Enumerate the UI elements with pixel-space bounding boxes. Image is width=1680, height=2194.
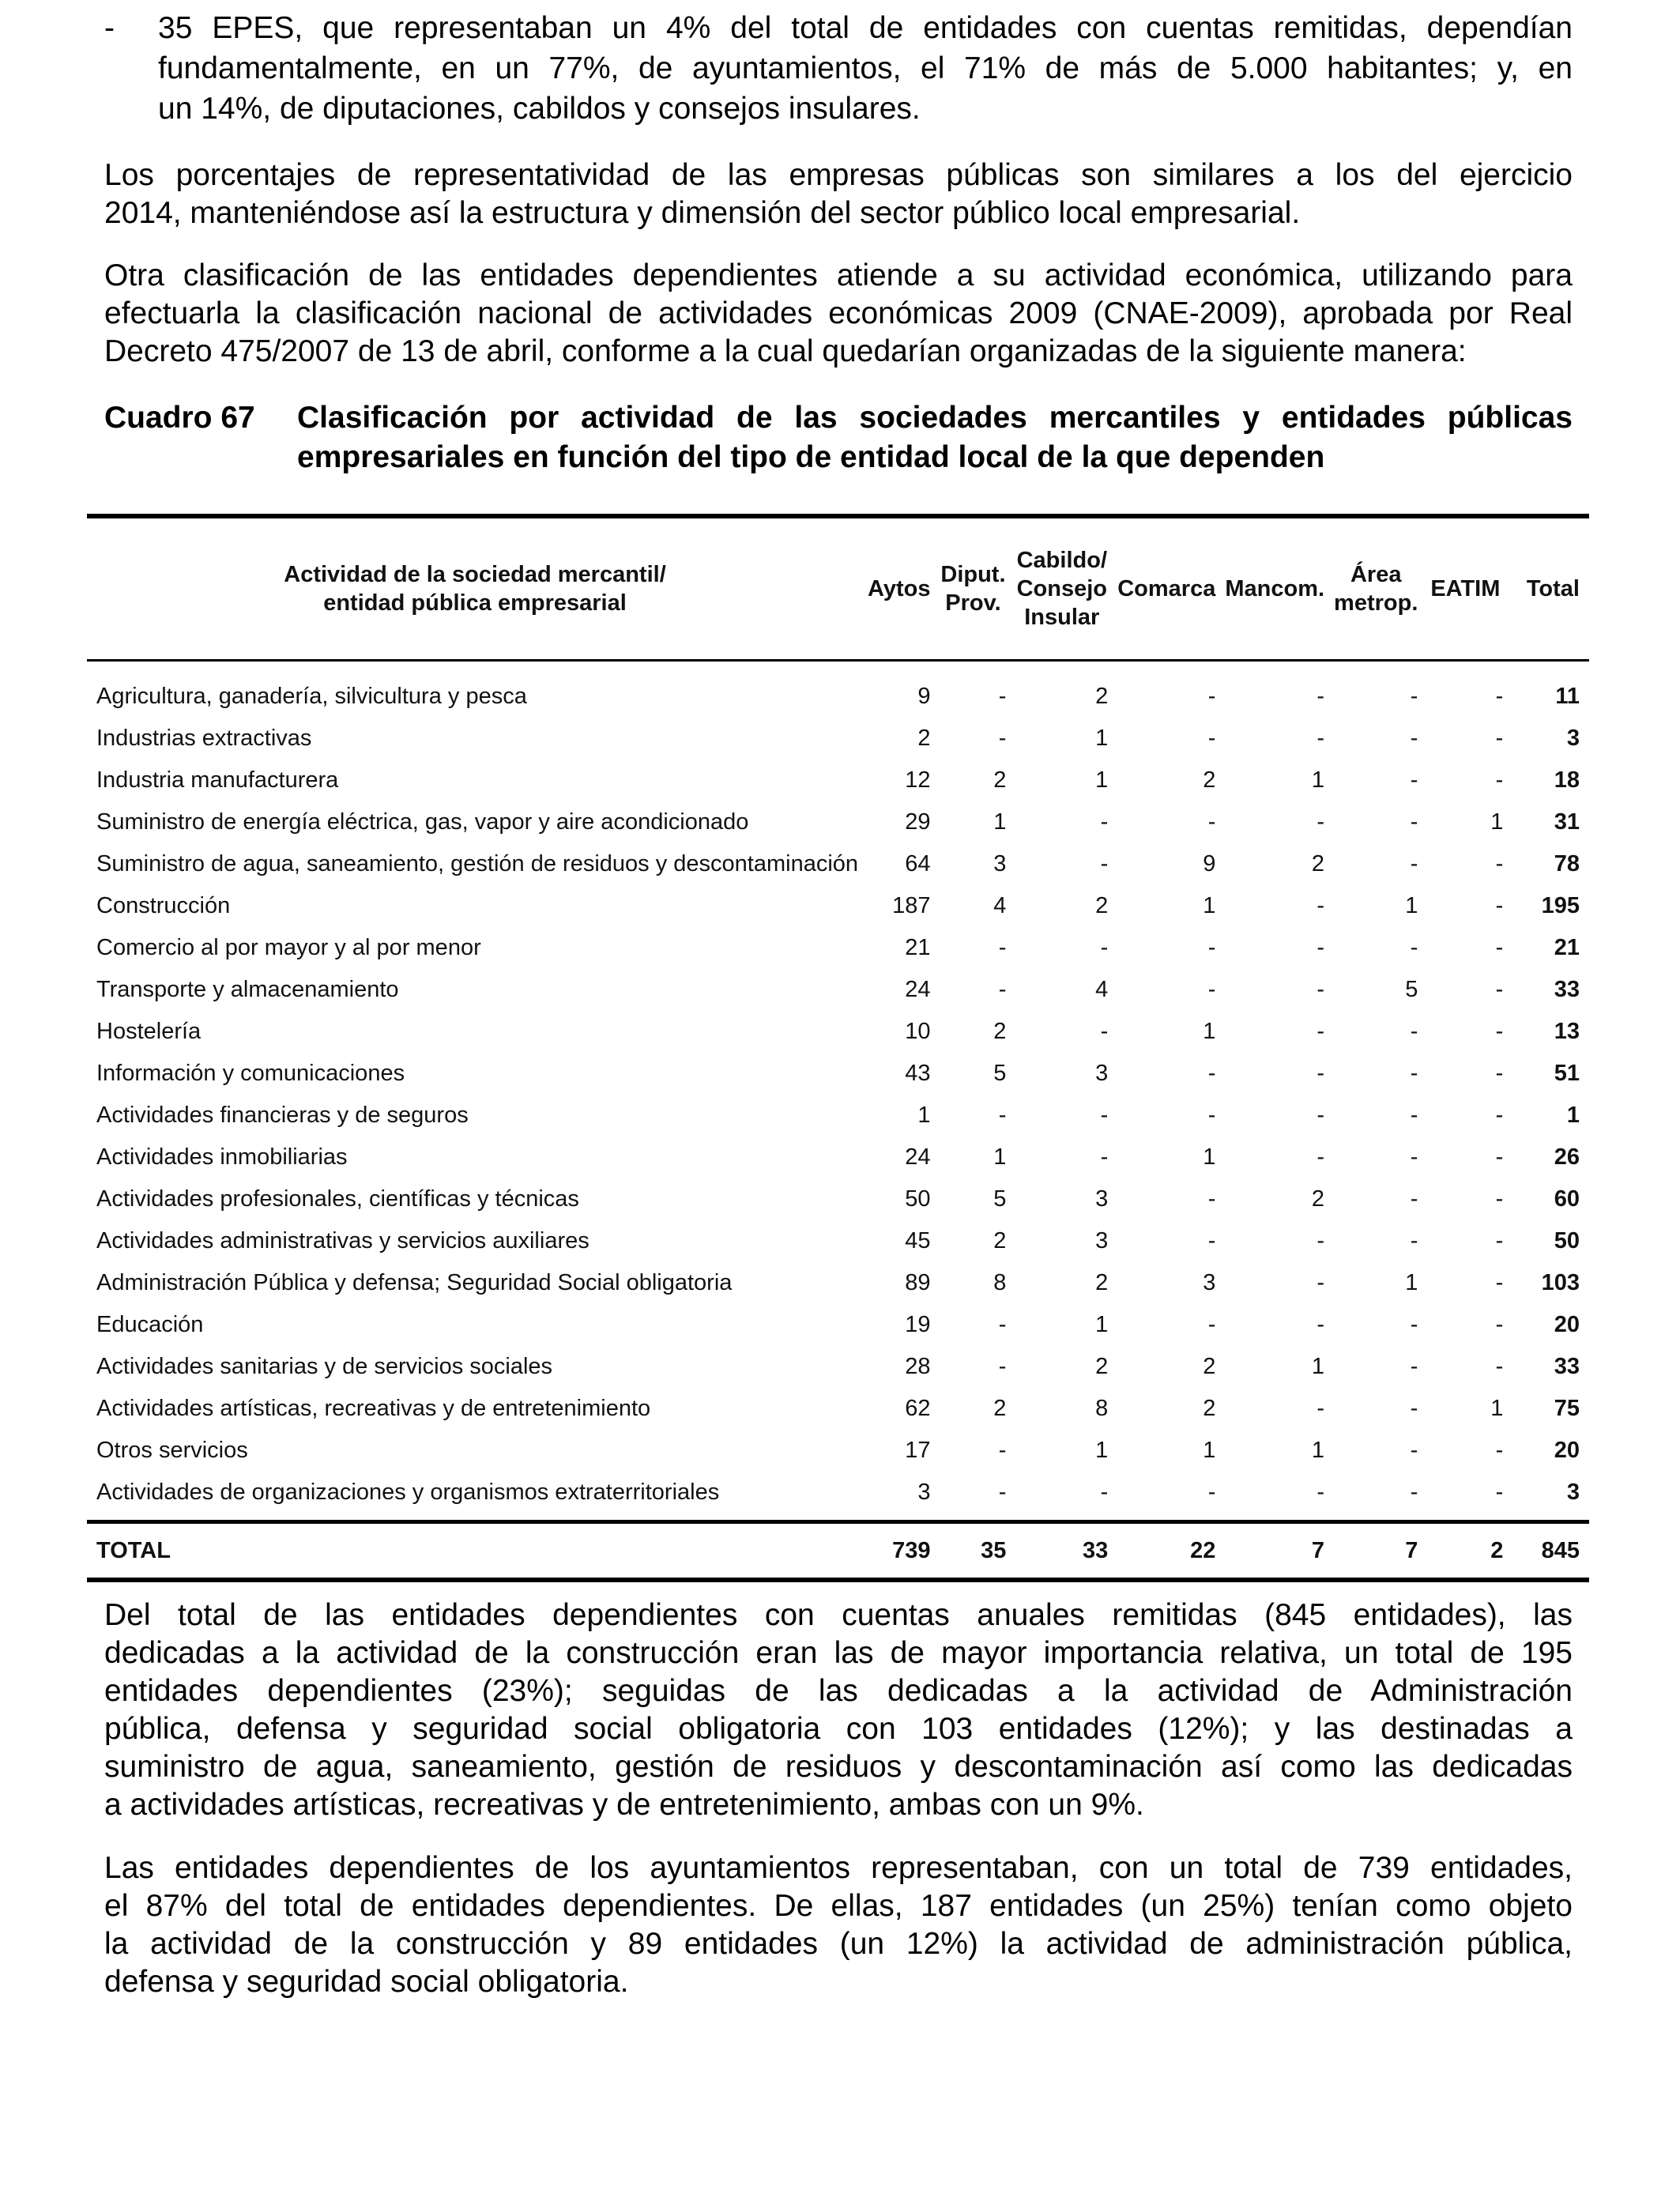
activity-name-cell: Administración Pública y defensa; Seguridad Social obligatoria xyxy=(96,1270,733,1295)
value-cell: - xyxy=(1495,1228,1504,1253)
value-cell: - xyxy=(1410,1354,1418,1379)
paragraph-analisis-total xyxy=(104,1596,1573,1824)
value-cell: - xyxy=(1495,1312,1504,1337)
total-cell-grand: 845 xyxy=(1508,1522,1589,1581)
value-cell: 12 xyxy=(905,767,931,793)
row-total-cell: 103 xyxy=(1541,1270,1580,1295)
value-cell: - xyxy=(1410,1144,1418,1170)
table-row xyxy=(87,1137,1589,1178)
paragraph-line: 2014, manteniéndose así la estructura y dimensión del sector público local empresarial. xyxy=(104,196,1301,230)
value-cell: - xyxy=(1495,767,1504,793)
value-cell: - xyxy=(1317,1396,1325,1421)
value-cell: 3 xyxy=(1203,1270,1216,1295)
value-cell: 89 xyxy=(905,1270,931,1295)
value-cell: 187 xyxy=(892,893,931,918)
value-cell: - xyxy=(1410,1312,1418,1337)
row-total-cell: 20 xyxy=(1554,1438,1580,1463)
value-cell: 29 xyxy=(905,809,931,835)
paragraph-line: Los porcentajes de representatividad de las empresas públicas son similares a los del ejercicio xyxy=(104,158,1573,192)
value-cell: 50 xyxy=(905,1186,931,1212)
value-cell: - xyxy=(1317,893,1325,918)
value-cell: - xyxy=(1207,684,1216,709)
value-cell: 1 xyxy=(1095,1438,1109,1463)
value-cell: - xyxy=(1207,1103,1216,1128)
paragraph-ayuntamientos xyxy=(104,1849,1573,2001)
row-total-cell: 50 xyxy=(1554,1228,1580,1253)
column-header-cabildo: Cabildo/ Consejo Insular xyxy=(1011,516,1113,661)
value-cell: 2 xyxy=(993,1019,1007,1044)
table-row xyxy=(87,661,1589,718)
value-cell: - xyxy=(998,1103,1007,1128)
value-cell: 1 xyxy=(1095,767,1109,793)
value-cell: 1 xyxy=(993,809,1007,835)
value-cell: 5 xyxy=(993,1186,1007,1212)
value-cell: - xyxy=(1495,1061,1504,1086)
value-cell: - xyxy=(1100,809,1109,835)
row-total-cell: 3 xyxy=(1566,726,1580,751)
row-total-cell: 13 xyxy=(1554,1019,1580,1044)
value-cell: - xyxy=(1317,1103,1325,1128)
value-cell: 2 xyxy=(1095,1270,1109,1295)
table-row xyxy=(87,843,1589,885)
value-cell: - xyxy=(1410,684,1418,709)
paragraph-line: efectuarla la clasificación nacional de actividades económicas 2009 (CNAE-2009), aprobada por Real xyxy=(104,296,1573,330)
value-cell: - xyxy=(1495,1103,1504,1128)
value-cell: 1 xyxy=(1311,1438,1325,1463)
value-cell: - xyxy=(1410,1103,1418,1128)
paragraph-line: a actividades artísticas, recreativas y de entretenimiento, ambas con un 9%. xyxy=(104,1788,1144,1822)
value-cell: - xyxy=(1207,1061,1216,1086)
paragraph-line: Del total de las entidades dependientes con cuentas anuales remitidas (845 entidades), las xyxy=(104,1598,1573,1632)
value-cell: - xyxy=(1317,1144,1325,1170)
activity-name-cell: Otros servicios xyxy=(96,1438,248,1463)
value-cell: 2 xyxy=(1311,851,1325,876)
total-cell: 35 xyxy=(936,1522,1011,1581)
value-cell: - xyxy=(1100,1019,1109,1044)
value-cell: - xyxy=(1495,1354,1504,1379)
row-total-cell: 18 xyxy=(1554,767,1580,793)
value-cell: - xyxy=(1495,935,1504,960)
total-label: TOTAL xyxy=(87,1522,863,1581)
paragraph-line: suministro de agua, saneamiento, gestión de residuos y descontaminación así como las dedicadas xyxy=(104,1750,1573,1784)
table-total-row xyxy=(87,1522,1589,1581)
value-cell: 2 xyxy=(917,726,931,751)
value-cell: - xyxy=(1495,1144,1504,1170)
value-cell: - xyxy=(1317,1312,1325,1337)
value-cell: - xyxy=(1495,977,1504,1002)
table-number: Cuadro 67 xyxy=(104,401,255,435)
value-cell: - xyxy=(1317,977,1325,1002)
activity-name-cell: Construcción xyxy=(96,893,231,918)
table-row xyxy=(87,718,1589,760)
column-header-mancom: Mancom. xyxy=(1220,516,1329,661)
value-cell: - xyxy=(1317,1480,1325,1505)
value-cell: 1 xyxy=(1490,809,1504,835)
column-header-area-metrop: Área metrop. xyxy=(1329,516,1422,661)
value-cell: - xyxy=(998,977,1007,1002)
value-cell: 1 xyxy=(1311,1354,1325,1379)
table-caption xyxy=(104,398,1573,477)
paragraph-line: defensa y seguridad social obligatoria. xyxy=(104,1965,629,1999)
value-cell: 1 xyxy=(1405,893,1418,918)
row-total-cell: 31 xyxy=(1554,809,1580,835)
value-cell: 1 xyxy=(1405,1270,1418,1295)
paragraph-line: pública, defensa y seguridad social obligatoria con 103 entidades (12%); y las destinadas a xyxy=(104,1712,1573,1746)
table-title-line: Clasificación por actividad de las sociedades mercantiles y entidades públicas xyxy=(297,401,1573,435)
paragraph-line: el 87% del total de entidades dependientes. De ellas, 187 entidades (un 25%) tenían como objeto xyxy=(104,1889,1573,1923)
value-cell: - xyxy=(1495,1480,1504,1505)
value-cell: - xyxy=(1495,726,1504,751)
value-cell: - xyxy=(1495,1019,1504,1044)
paragraph-line: Decreto 475/2007 de 13 de abril, conforme a la cual quedarían organizadas de la siguiente manera: xyxy=(104,334,1467,368)
value-cell: 8 xyxy=(1095,1396,1109,1421)
paragraph-line: la actividad de la construcción y 89 entidades (un 12%) la actividad de administración pública, xyxy=(104,1927,1573,1961)
value-cell: - xyxy=(1100,1144,1109,1170)
value-cell: 2 xyxy=(1095,1354,1109,1379)
value-cell: 21 xyxy=(905,935,931,960)
paragraph-clasificacion xyxy=(104,257,1573,371)
value-cell: 10 xyxy=(905,1019,931,1044)
value-cell: 4 xyxy=(993,893,1007,918)
paragraph-representatividad xyxy=(104,156,1573,232)
value-cell: - xyxy=(1207,1480,1216,1505)
activity-name-cell: Transporte y almacenamiento xyxy=(96,977,399,1002)
table-row xyxy=(87,760,1589,801)
value-cell: 1 xyxy=(917,1103,931,1128)
paragraph-line: Las entidades dependientes de los ayuntamientos representaban, con un total de 739 entidades, xyxy=(104,1851,1573,1885)
table-row xyxy=(87,1178,1589,1220)
row-total-cell: 21 xyxy=(1554,935,1580,960)
bullet-line: fundamentalmente, en un 77%, de ayuntamientos, el 71% de más de 5.000 habitantes; y, en xyxy=(158,51,1573,85)
table-title xyxy=(297,398,1573,477)
row-total-cell: 26 xyxy=(1554,1144,1580,1170)
activity-name-cell: Actividades sanitarias y de servicios sociales xyxy=(96,1354,553,1379)
value-cell: 3 xyxy=(917,1480,931,1505)
total-cell: 7 xyxy=(1329,1522,1422,1581)
value-cell: - xyxy=(998,1354,1007,1379)
row-total-cell: 60 xyxy=(1554,1186,1580,1212)
value-cell: 2 xyxy=(1095,684,1109,709)
table-body xyxy=(87,661,1589,1522)
activity-name-cell: Industria manufacturera xyxy=(96,767,339,793)
table-row xyxy=(87,1053,1589,1095)
activity-name-cell: Actividades inmobiliarias xyxy=(96,1144,348,1170)
table-row xyxy=(87,927,1589,969)
value-cell: - xyxy=(1207,1186,1216,1212)
value-cell: 2 xyxy=(1203,1396,1216,1421)
activity-name-cell: Educación xyxy=(96,1312,204,1337)
value-cell: 17 xyxy=(905,1438,931,1463)
table-row xyxy=(87,1388,1589,1430)
value-cell: - xyxy=(1100,851,1109,876)
table-row xyxy=(87,1262,1589,1304)
bullet-marker: - xyxy=(104,11,115,45)
value-cell: 45 xyxy=(905,1228,931,1253)
table-row xyxy=(87,1472,1589,1522)
row-total-cell: 1 xyxy=(1566,1103,1580,1128)
activity-name-cell: Comercio al por mayor y al por menor xyxy=(96,935,481,960)
column-header-diput-prov: Diput. Prov. xyxy=(936,516,1011,661)
table-title-line: empresariales en función del tipo de entidad local de la que dependen xyxy=(297,440,1325,474)
value-cell: 1 xyxy=(1203,893,1216,918)
value-cell: 2 xyxy=(993,767,1007,793)
value-cell: - xyxy=(1410,767,1418,793)
row-total-cell: 195 xyxy=(1541,893,1580,918)
table-row xyxy=(87,1220,1589,1262)
value-cell: - xyxy=(1207,977,1216,1002)
value-cell: 5 xyxy=(1405,977,1418,1002)
value-cell: 24 xyxy=(905,977,931,1002)
table-row xyxy=(87,1011,1589,1053)
activity-name-cell: Actividades de organizaciones y organismos extraterritoriales xyxy=(96,1480,720,1505)
activity-name-cell: Hostelería xyxy=(96,1019,202,1044)
value-cell: - xyxy=(1410,1228,1418,1253)
value-cell: - xyxy=(1317,1019,1325,1044)
value-cell: 1 xyxy=(1311,767,1325,793)
bullet-line: 35 EPES, que representaban un 4% del total de entidades con cuentas remitidas, dependían xyxy=(158,11,1573,45)
table-row xyxy=(87,1095,1589,1137)
row-total-cell: 3 xyxy=(1566,1480,1580,1505)
row-total-cell: 33 xyxy=(1554,977,1580,1002)
value-cell: 4 xyxy=(1095,977,1109,1002)
value-cell: - xyxy=(998,935,1007,960)
value-cell: - xyxy=(1410,851,1418,876)
value-cell: - xyxy=(1207,809,1216,835)
value-cell: 2 xyxy=(1311,1186,1325,1212)
row-total-cell: 78 xyxy=(1554,851,1580,876)
column-header-total: Total xyxy=(1508,516,1589,661)
paragraph-line: dedicadas a la actividad de la construcción eran las de mayor importancia relativa, un total de 195 xyxy=(104,1636,1573,1670)
value-cell: - xyxy=(1410,935,1418,960)
total-cell: 22 xyxy=(1113,1522,1220,1581)
row-total-cell: 33 xyxy=(1554,1354,1580,1379)
value-cell: 2 xyxy=(1203,1354,1216,1379)
value-cell: - xyxy=(1410,809,1418,835)
value-cell: - xyxy=(1410,726,1418,751)
value-cell: - xyxy=(1495,684,1504,709)
value-cell: - xyxy=(998,1312,1007,1337)
value-cell: - xyxy=(1410,1061,1418,1086)
table-row xyxy=(87,1430,1589,1472)
value-cell: 1 xyxy=(1095,726,1109,751)
bullet-item-epes xyxy=(104,8,1573,129)
activity-name-cell: Agricultura, ganadería, silvicultura y pesca xyxy=(96,684,527,709)
value-cell: - xyxy=(1495,1438,1504,1463)
activity-classification-table xyxy=(87,514,1589,1582)
value-cell: - xyxy=(1410,1438,1418,1463)
value-cell: - xyxy=(1410,1019,1418,1044)
column-header-activity: Actividad de la sociedad mercantil/ entidad pública empresarial xyxy=(87,516,863,661)
value-cell: 64 xyxy=(905,851,931,876)
table-row xyxy=(87,969,1589,1011)
column-header-eatim: EATIM xyxy=(1422,516,1508,661)
value-cell: - xyxy=(1410,1396,1418,1421)
value-cell: 1 xyxy=(1203,1438,1216,1463)
value-cell: 9 xyxy=(917,684,931,709)
activity-name-cell: Suministro de agua, saneamiento, gestión de residuos y descontaminación xyxy=(96,851,859,876)
value-cell: - xyxy=(1100,935,1109,960)
table-header-row xyxy=(87,516,1589,661)
value-cell: - xyxy=(1207,1228,1216,1253)
total-cell: 7 xyxy=(1220,1522,1329,1581)
value-cell: 3 xyxy=(993,851,1007,876)
value-cell: 3 xyxy=(1095,1061,1109,1086)
activity-name-cell: Industrias extractivas xyxy=(96,726,312,751)
paragraph-line: entidades dependientes (23%); seguidas de las dedicadas a la actividad de Administración xyxy=(104,1674,1573,1708)
total-cell: 2 xyxy=(1422,1522,1508,1581)
value-cell: 19 xyxy=(905,1312,931,1337)
value-cell: - xyxy=(1207,935,1216,960)
paragraph-line: Otra clasificación de las entidades dependientes atiende a su actividad económica, utilizando para xyxy=(104,258,1573,292)
total-cell: 739 xyxy=(863,1522,936,1581)
row-total-cell: 51 xyxy=(1554,1061,1580,1086)
activity-name-cell: Suministro de energía eléctrica, gas, vapor y aire acondicionado xyxy=(96,809,749,835)
value-cell: 3 xyxy=(1095,1228,1109,1253)
value-cell: - xyxy=(1317,1061,1325,1086)
activity-name-cell: Actividades artísticas, recreativas y de entretenimiento xyxy=(96,1396,651,1421)
value-cell: - xyxy=(1207,726,1216,751)
value-cell: - xyxy=(1317,1228,1325,1253)
table-row xyxy=(87,801,1589,843)
value-cell: - xyxy=(998,1438,1007,1463)
activity-name-cell: Información y comunicaciones xyxy=(96,1061,405,1086)
value-cell: - xyxy=(1317,809,1325,835)
value-cell: - xyxy=(1207,1312,1216,1337)
value-cell: - xyxy=(998,726,1007,751)
value-cell: - xyxy=(1410,1186,1418,1212)
value-cell: 1 xyxy=(993,1144,1007,1170)
value-cell: 1 xyxy=(1203,1144,1216,1170)
value-cell: - xyxy=(998,684,1007,709)
value-cell: 24 xyxy=(905,1144,931,1170)
table-row xyxy=(87,885,1589,927)
value-cell: - xyxy=(1317,1270,1325,1295)
row-total-cell: 11 xyxy=(1555,684,1580,709)
value-cell: 1 xyxy=(1095,1312,1109,1337)
value-cell: - xyxy=(1495,1186,1504,1212)
value-cell: 2 xyxy=(1203,767,1216,793)
value-cell: - xyxy=(1495,1270,1504,1295)
value-cell: - xyxy=(1317,726,1325,751)
value-cell: 9 xyxy=(1203,851,1216,876)
value-cell: - xyxy=(1495,851,1504,876)
value-cell: 2 xyxy=(1095,893,1109,918)
value-cell: - xyxy=(1495,893,1504,918)
value-cell: 62 xyxy=(905,1396,931,1421)
activity-name-cell: Actividades financieras y de seguros xyxy=(96,1103,469,1128)
value-cell: 43 xyxy=(905,1061,931,1086)
activity-name-cell: Actividades administrativas y servicios auxiliares xyxy=(96,1228,590,1253)
activity-name-cell: Actividades profesionales, científicas y técnicas xyxy=(96,1186,579,1212)
value-cell: 3 xyxy=(1095,1186,1109,1212)
value-cell: 28 xyxy=(905,1354,931,1379)
value-cell: 1 xyxy=(1490,1396,1504,1421)
value-cell: 2 xyxy=(993,1228,1007,1253)
bullet-text xyxy=(158,8,1573,129)
value-cell: - xyxy=(1100,1103,1109,1128)
total-cell: 33 xyxy=(1011,1522,1113,1581)
column-header-comarca: Comarca xyxy=(1113,516,1220,661)
value-cell: 1 xyxy=(1203,1019,1216,1044)
bullet-line: un 14%, de diputaciones, cabildos y consejos insulares. xyxy=(158,92,921,126)
row-total-cell: 75 xyxy=(1554,1396,1580,1421)
value-cell: 8 xyxy=(993,1270,1007,1295)
value-cell: 5 xyxy=(993,1061,1007,1086)
row-total-cell: 20 xyxy=(1554,1312,1580,1337)
value-cell: 2 xyxy=(993,1396,1007,1421)
column-header-aytos: Aytos xyxy=(863,516,936,661)
value-cell: - xyxy=(1100,1480,1109,1505)
value-cell: - xyxy=(1317,935,1325,960)
value-cell: - xyxy=(998,1480,1007,1505)
value-cell: - xyxy=(1410,1480,1418,1505)
table-row xyxy=(87,1346,1589,1388)
table-row xyxy=(87,1304,1589,1346)
value-cell: - xyxy=(1317,684,1325,709)
